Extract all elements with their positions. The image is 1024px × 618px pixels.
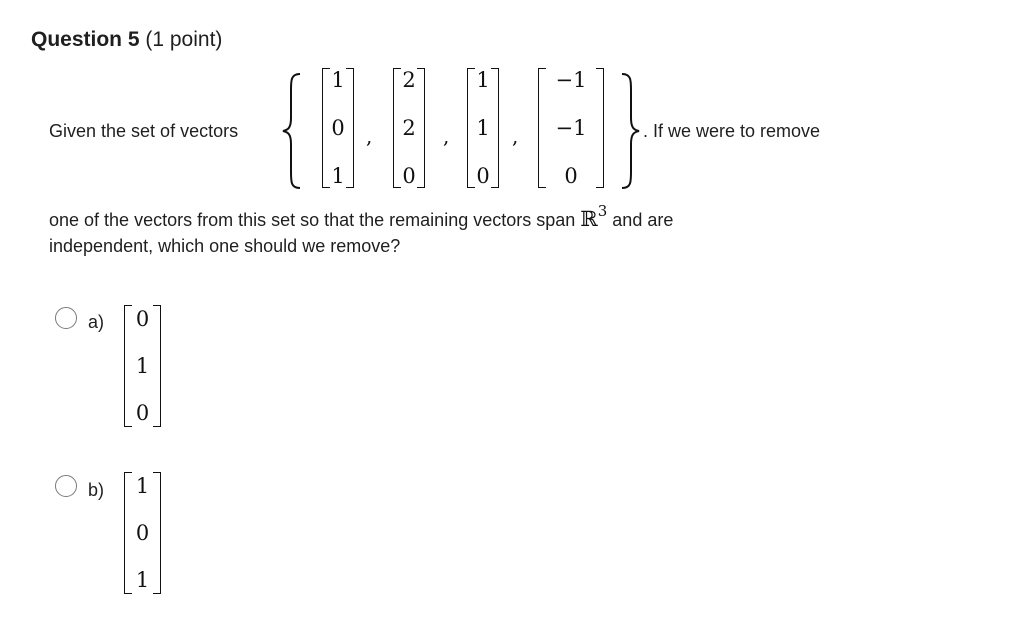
set-vector-2-entry-2: 2 (402, 116, 416, 140)
question-line-2-text: one of the vectors from this set so that the remaining vectors span (49, 210, 576, 230)
option-a-label[interactable]: a) (88, 312, 105, 332)
set-vector-2 (393, 68, 425, 188)
question-points: (1 point) (145, 28, 223, 51)
vector-separator-2: , (443, 124, 450, 148)
set-vector-3-entry-3: 0 (476, 164, 490, 188)
option-b-vector-entry-3: 1 (135, 568, 150, 592)
option-b-label[interactable]: b) (88, 480, 105, 500)
option-b-radio[interactable] (55, 475, 77, 497)
question-number: Question 5 (31, 28, 140, 51)
question-title (31, 27, 222, 53)
set-vector-2-entry-3: 0 (402, 164, 416, 188)
question-line-3: independent, which one should we remove? (49, 236, 401, 256)
set-vector-3-entry-2: 1 (476, 116, 490, 140)
set-vector-4-entry-1: −1 (555, 68, 587, 92)
option-a-vector-entry-2: 1 (135, 354, 150, 378)
right-set-brace (618, 72, 642, 190)
option-b-vector-entry-2: 0 (135, 521, 150, 545)
left-set-brace (280, 72, 304, 190)
set-vector-3 (467, 68, 499, 188)
set-vector-3-entry-1: 1 (476, 68, 490, 92)
set-vector-1-entry-3: 1 (331, 164, 345, 188)
question-after-set-text: . If we were to remove (643, 121, 821, 141)
option-b-vector (124, 472, 161, 594)
option-a-vector (124, 305, 161, 427)
set-vector-1-entry-2: 0 (331, 116, 345, 140)
vector-separator-1: , (366, 124, 373, 148)
set-vector-4-entry-3: 0 (564, 164, 578, 188)
option-a-vector-entry-1: 0 (135, 307, 150, 331)
question-line-2-tail: and are (612, 210, 674, 230)
option-a-radio[interactable] (55, 307, 77, 329)
question-line-2 (49, 203, 673, 231)
real-space-symbol: ℝ (580, 207, 598, 231)
set-vector-2-entry-1: 2 (402, 68, 416, 92)
set-vector-1 (322, 68, 354, 188)
set-vector-4 (538, 68, 604, 188)
set-vector-1-entry-1: 1 (331, 68, 345, 92)
option-b-vector-entry-1: 1 (135, 474, 150, 498)
vector-separator-3: , (512, 124, 519, 148)
question-intro-text: Given the set of vectors (49, 121, 239, 141)
option-a-vector-entry-3: 0 (135, 401, 150, 425)
set-vector-4-entry-2: −1 (555, 116, 587, 140)
real-space-exponent: 3 (597, 202, 608, 220)
